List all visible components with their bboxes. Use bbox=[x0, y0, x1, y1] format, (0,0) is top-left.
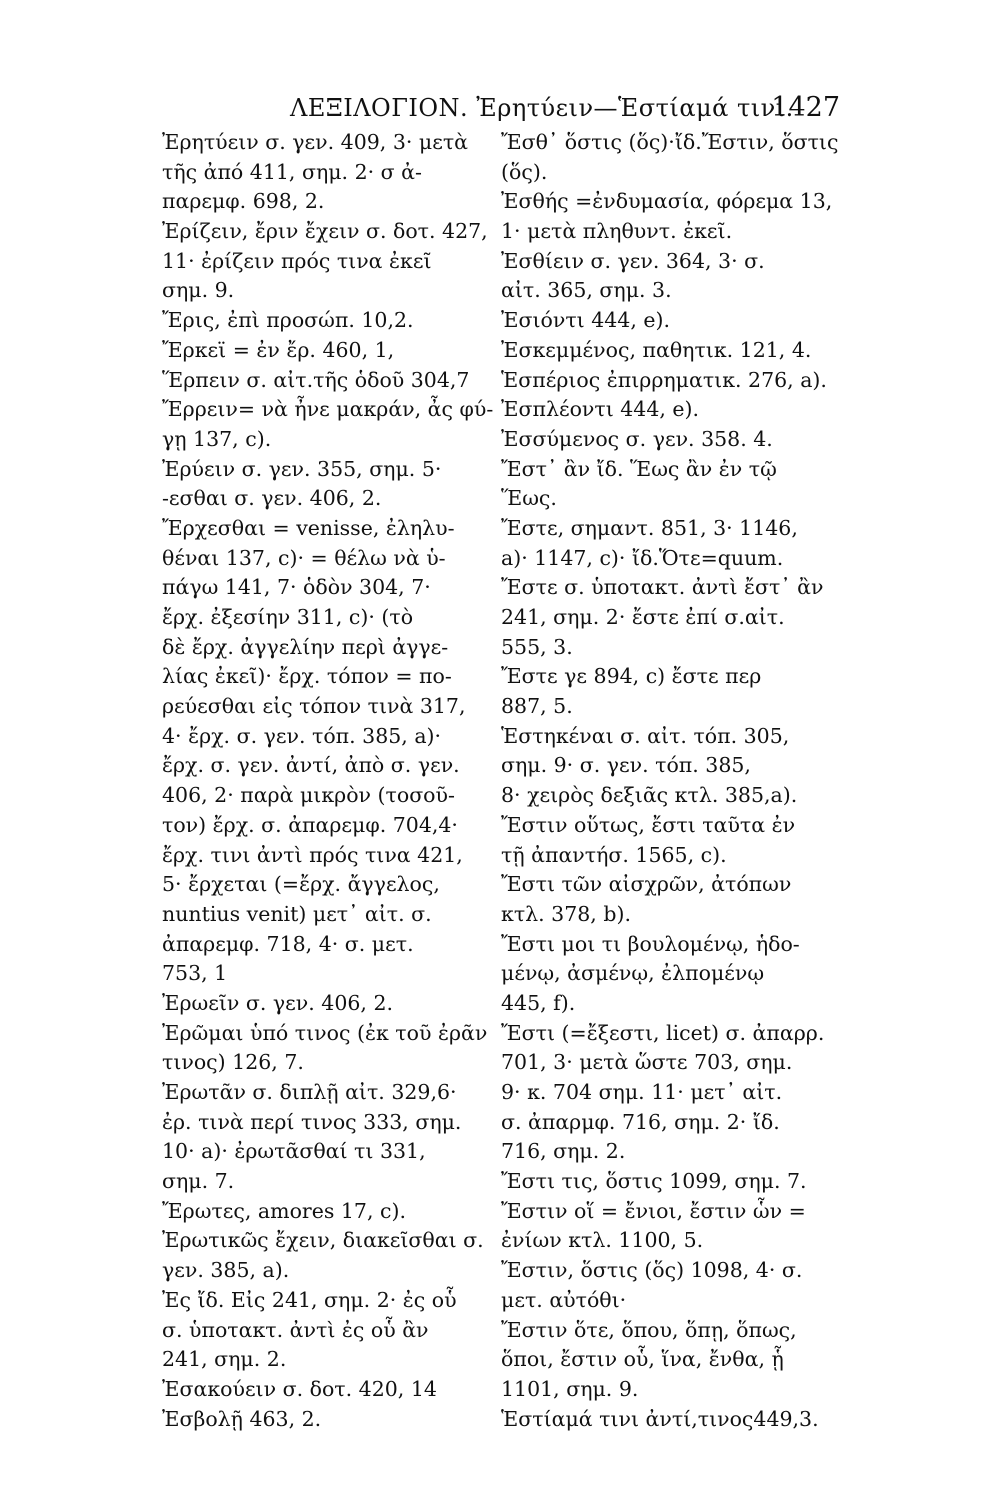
entry-line: ἔρχ. ἐξεσίην 311, c)· (τὸ bbox=[162, 605, 414, 629]
entry-line: 701, 3· μετὰ ὥστε 703, σημ. bbox=[501, 1050, 793, 1075]
entry-line: Ἔστι τῶν αἰσχρῶν, ἀτόπων bbox=[501, 872, 792, 897]
entry-line: αἰτ. 365, σημ. 3. bbox=[501, 278, 672, 303]
entry-line: Ἔστι (=ἔξεστι, licet) σ. ἀπαρρ. bbox=[501, 1020, 825, 1045]
entry-line: a)· 1147, c)· ἴδ.Ὅτε=quum. bbox=[501, 545, 784, 570]
entry-line: 4· ἔρχ. σ. γεν. τόπ. 385, a)· bbox=[162, 723, 442, 748]
entry-line: Ἔστε σ. ὑποτακτ. ἀντὶ ἔστ᾽ ἂν bbox=[501, 575, 824, 600]
entry-line: Ἑσπέριος ἐπιρρηματικ. 276, a). bbox=[501, 367, 827, 392]
entry-line: 241, σημ. 2. bbox=[162, 1347, 287, 1372]
entry-line: Ἔστι τις, ὅστις 1099, σημ. 7. bbox=[501, 1169, 807, 1194]
entry-line: ἀπαρεμφ. 718, 4· σ. μετ. bbox=[162, 931, 414, 956]
entry-line: 445, f). bbox=[501, 990, 576, 1015]
entry-line: κτλ. 378, b). bbox=[501, 901, 631, 926]
entry-line: Ἐρωεῖν σ. γεν. 406, 2. bbox=[162, 990, 394, 1015]
entry-line: πάγω 141, 7· ὁδὸν 304, 7· bbox=[162, 575, 431, 600]
entry-line: σ. ἀπαρμφ. 716, σημ. 2· ἴδ. bbox=[501, 1109, 780, 1134]
entry-line: Ἐρωτικῶς ἔχειν, διακεῖσθαι σ. bbox=[162, 1228, 484, 1253]
running-title: ΛΕΞΙΛΟΓΙΟΝ. Ἐρητύειν—Ἑστίαμά τινι. bbox=[290, 94, 794, 122]
entry-line: -εσθαι σ. γεν. 406, 2. bbox=[162, 486, 382, 511]
entry-line: μετ. αὐτόθι· bbox=[501, 1287, 627, 1312]
entry-line: 241, σημ. 2· ἔστε ἐπί σ.αἰτ. bbox=[501, 605, 785, 629]
entry-line: Ἐσπλέοντι 444, e). bbox=[501, 397, 700, 422]
entry-line: 5· ἔρχεται (=ἔρχ. ἄγγελος, bbox=[162, 872, 440, 897]
entry-line: σημ. 9. bbox=[162, 278, 235, 303]
entry-line: Ἑστίαμά τινι ἀντί,τινος449,3. bbox=[501, 1406, 819, 1431]
entry-line: 10· a)· ἐρωτᾶσθαί τι 331, bbox=[162, 1139, 426, 1164]
entry-line: Ἐσσύμενος σ. γεν. 358. 4. bbox=[501, 426, 773, 451]
entry-line: Ἐρίζειν, ἔριν ἔχειν σ. δοτ. 427, bbox=[162, 219, 488, 244]
entry-line: 1101, σημ. 9. bbox=[501, 1376, 639, 1401]
entry-line: Ἐσκεμμένος, παθητικ. 121, 4. bbox=[501, 337, 812, 362]
entry-line: 1· μετὰ πληθυντ. ἐκεῖ. bbox=[501, 219, 733, 244]
entry-line: Ἕρπειν σ. αἰτ.τῆς ὁδοῦ 304,7 bbox=[162, 367, 470, 392]
right-column bbox=[501, 128, 841, 1434]
entry-line: Ἔρκεϊ = ἐν ἔρ. 460, 1, bbox=[162, 337, 395, 362]
entry-line: Ἐρωτᾶν σ. διπλῇ αἰτ. 329,6· bbox=[162, 1080, 457, 1104]
entry-line: τινος) 126, 7. bbox=[162, 1050, 304, 1075]
entry-line: 406, 2· παρὰ μικρὸν (τοσοῦ- bbox=[162, 783, 455, 808]
entry-line: Ἔσθ᾽ ὅστις (ὅς)·ἴδ.Ἔστιν, ὅστις bbox=[501, 130, 839, 154]
entry-line: Ἐσακούειν σ. δοτ. 420, 14 bbox=[162, 1376, 437, 1401]
page-number: 1427 bbox=[771, 92, 840, 123]
entry-line: ἐνίων κτλ. 1100, 5. bbox=[501, 1228, 704, 1253]
entry-line: Ἔστε, σημαντ. 851, 3· 1146, bbox=[501, 515, 798, 540]
entry-line: Ἔρχεσθαι = venisse, ἐληλυ- bbox=[162, 515, 455, 540]
entry-line: Ἐρητύειν σ. γεν. 409, 3· μετὰ bbox=[162, 130, 469, 154]
entry-line: 9· κ. 704 σημ. 11· μετ᾽ αἰτ. bbox=[501, 1080, 783, 1104]
entry-line: Ἔρωτες, amores 17, c). bbox=[162, 1198, 406, 1223]
entry-line: λίας ἐκεῖ)· ἔρχ. τόπον = πο- bbox=[162, 664, 452, 689]
entry-line: γῃ 137, c). bbox=[162, 426, 272, 451]
entry-line: ἐρ. τινὰ περί τινος 333, σημ. bbox=[162, 1109, 462, 1134]
entry-line: παρεμφ. 698, 2. bbox=[162, 189, 325, 214]
entry-line: Ἔστιν, ὅστις (ὅς) 1098, 4· σ. bbox=[501, 1258, 803, 1283]
entry-line: Ἔστι μοι τι βουλομένῳ, ἡδο- bbox=[501, 931, 800, 956]
entry-line: Ἔρις, ἐπὶ προσώπ. 10,2. bbox=[162, 308, 414, 333]
entry-line: Ἐσιόντι 444, e). bbox=[501, 308, 671, 333]
entry-line: τῇ ἀπαντήσ. 1565, c). bbox=[501, 842, 727, 867]
entry-line: δὲ ἔρχ. ἀγγελίην περὶ ἀγγε- bbox=[162, 634, 449, 659]
entry-line: ρεύεσθαι εἰς τόπον τινὰ 317, bbox=[162, 694, 466, 719]
entry-line: 716, σημ. 2. bbox=[501, 1139, 626, 1164]
entry-line: Ἐρύειν σ. γεν. 355, σημ. 5· bbox=[162, 456, 442, 481]
entry-line: nuntius venit) μετ᾽ αἰτ. σ. bbox=[162, 901, 432, 926]
entry-line: 753, 1 bbox=[162, 961, 228, 986]
entry-line: σ. ὑποτακτ. ἀντὶ ἐς οὗ ἂν bbox=[162, 1317, 429, 1342]
entry-line: 887, 5. bbox=[501, 694, 573, 719]
entry-line: Ἕως. bbox=[501, 486, 557, 511]
entry-line: Ἔστε γε 894, c) ἔστε περ bbox=[501, 664, 762, 689]
entry-line: τῆς ἀπό 411, σημ. 2· σ ἀ- bbox=[162, 159, 422, 184]
entry-line: Ἐσθής =ἐνδυμασία, φόρεμα 13, bbox=[501, 189, 833, 214]
entry-line: Ἐς ἴδ. Εἰς 241, σημ. 2· ἐς οὗ bbox=[162, 1287, 457, 1312]
entry-line: μένῳ, ἀσμένῳ, ἐλπομένῳ bbox=[501, 961, 765, 986]
entry-line: Ἔστιν ὅτε, ὅπου, ὅπῃ, ὅπως, bbox=[501, 1317, 797, 1342]
entry-line: Ἑστηκέναι σ. αἰτ. τόπ. 305, bbox=[501, 723, 790, 748]
entry-line: θέναι 137, c)· = θέλω νὰ ὑ- bbox=[162, 545, 446, 570]
entry-line: ἔρχ. σ. γεν. ἀντί, ἀπὸ σ. γεν. bbox=[162, 753, 460, 778]
entry-line: Ἔστιν οἵ = ἔνιοι, ἔστιν ὧν = bbox=[501, 1198, 806, 1223]
entry-line: (ὅς). bbox=[501, 159, 548, 184]
entry-line: Ἔρρειν= νὰ ἦνε μακράν, ἆς φύ- bbox=[162, 397, 494, 422]
entry-line: 8· χειρὸς δεξιᾶς κτλ. 385,a). bbox=[501, 783, 798, 808]
entry-line: ὅποι, ἔστιν οὗ, ἵνα, ἔνθα, ᾗ bbox=[501, 1347, 784, 1372]
entry-line: Ἐσθίειν σ. γεν. 364, 3· σ. bbox=[501, 248, 765, 273]
left-column bbox=[162, 128, 502, 1434]
entry-line: Ἔστιν οὕτως, ἔστι ταῦτα ἐν bbox=[501, 812, 796, 837]
entry-line: 11· ἐρίζειν πρός τινα ἐκεῖ bbox=[162, 248, 432, 273]
entry-line: γεν. 385, a). bbox=[162, 1258, 290, 1283]
entry-line: σημ. 9· σ. γεν. τόπ. 385, bbox=[501, 753, 751, 778]
entry-line: Ἐρῶμαι ὑπό τινος (ἐκ τοῦ ἐρᾶν bbox=[162, 1020, 488, 1045]
entry-line: ἔρχ. τινι ἀντὶ πρός τινα 421, bbox=[162, 842, 463, 867]
entry-line: 555, 3. bbox=[501, 634, 573, 659]
entry-line: σημ. 7. bbox=[162, 1169, 235, 1194]
entry-line: τον) ἔρχ. σ. ἀπαρεμφ. 704,4· bbox=[162, 812, 458, 837]
entry-line: Ἔστ᾽ ἂν ἴδ. Ἕως ἂν ἐν τῷ bbox=[501, 456, 777, 481]
page-header bbox=[170, 88, 850, 132]
entry-line: Ἐσβολῇ 463, 2. bbox=[162, 1406, 322, 1431]
